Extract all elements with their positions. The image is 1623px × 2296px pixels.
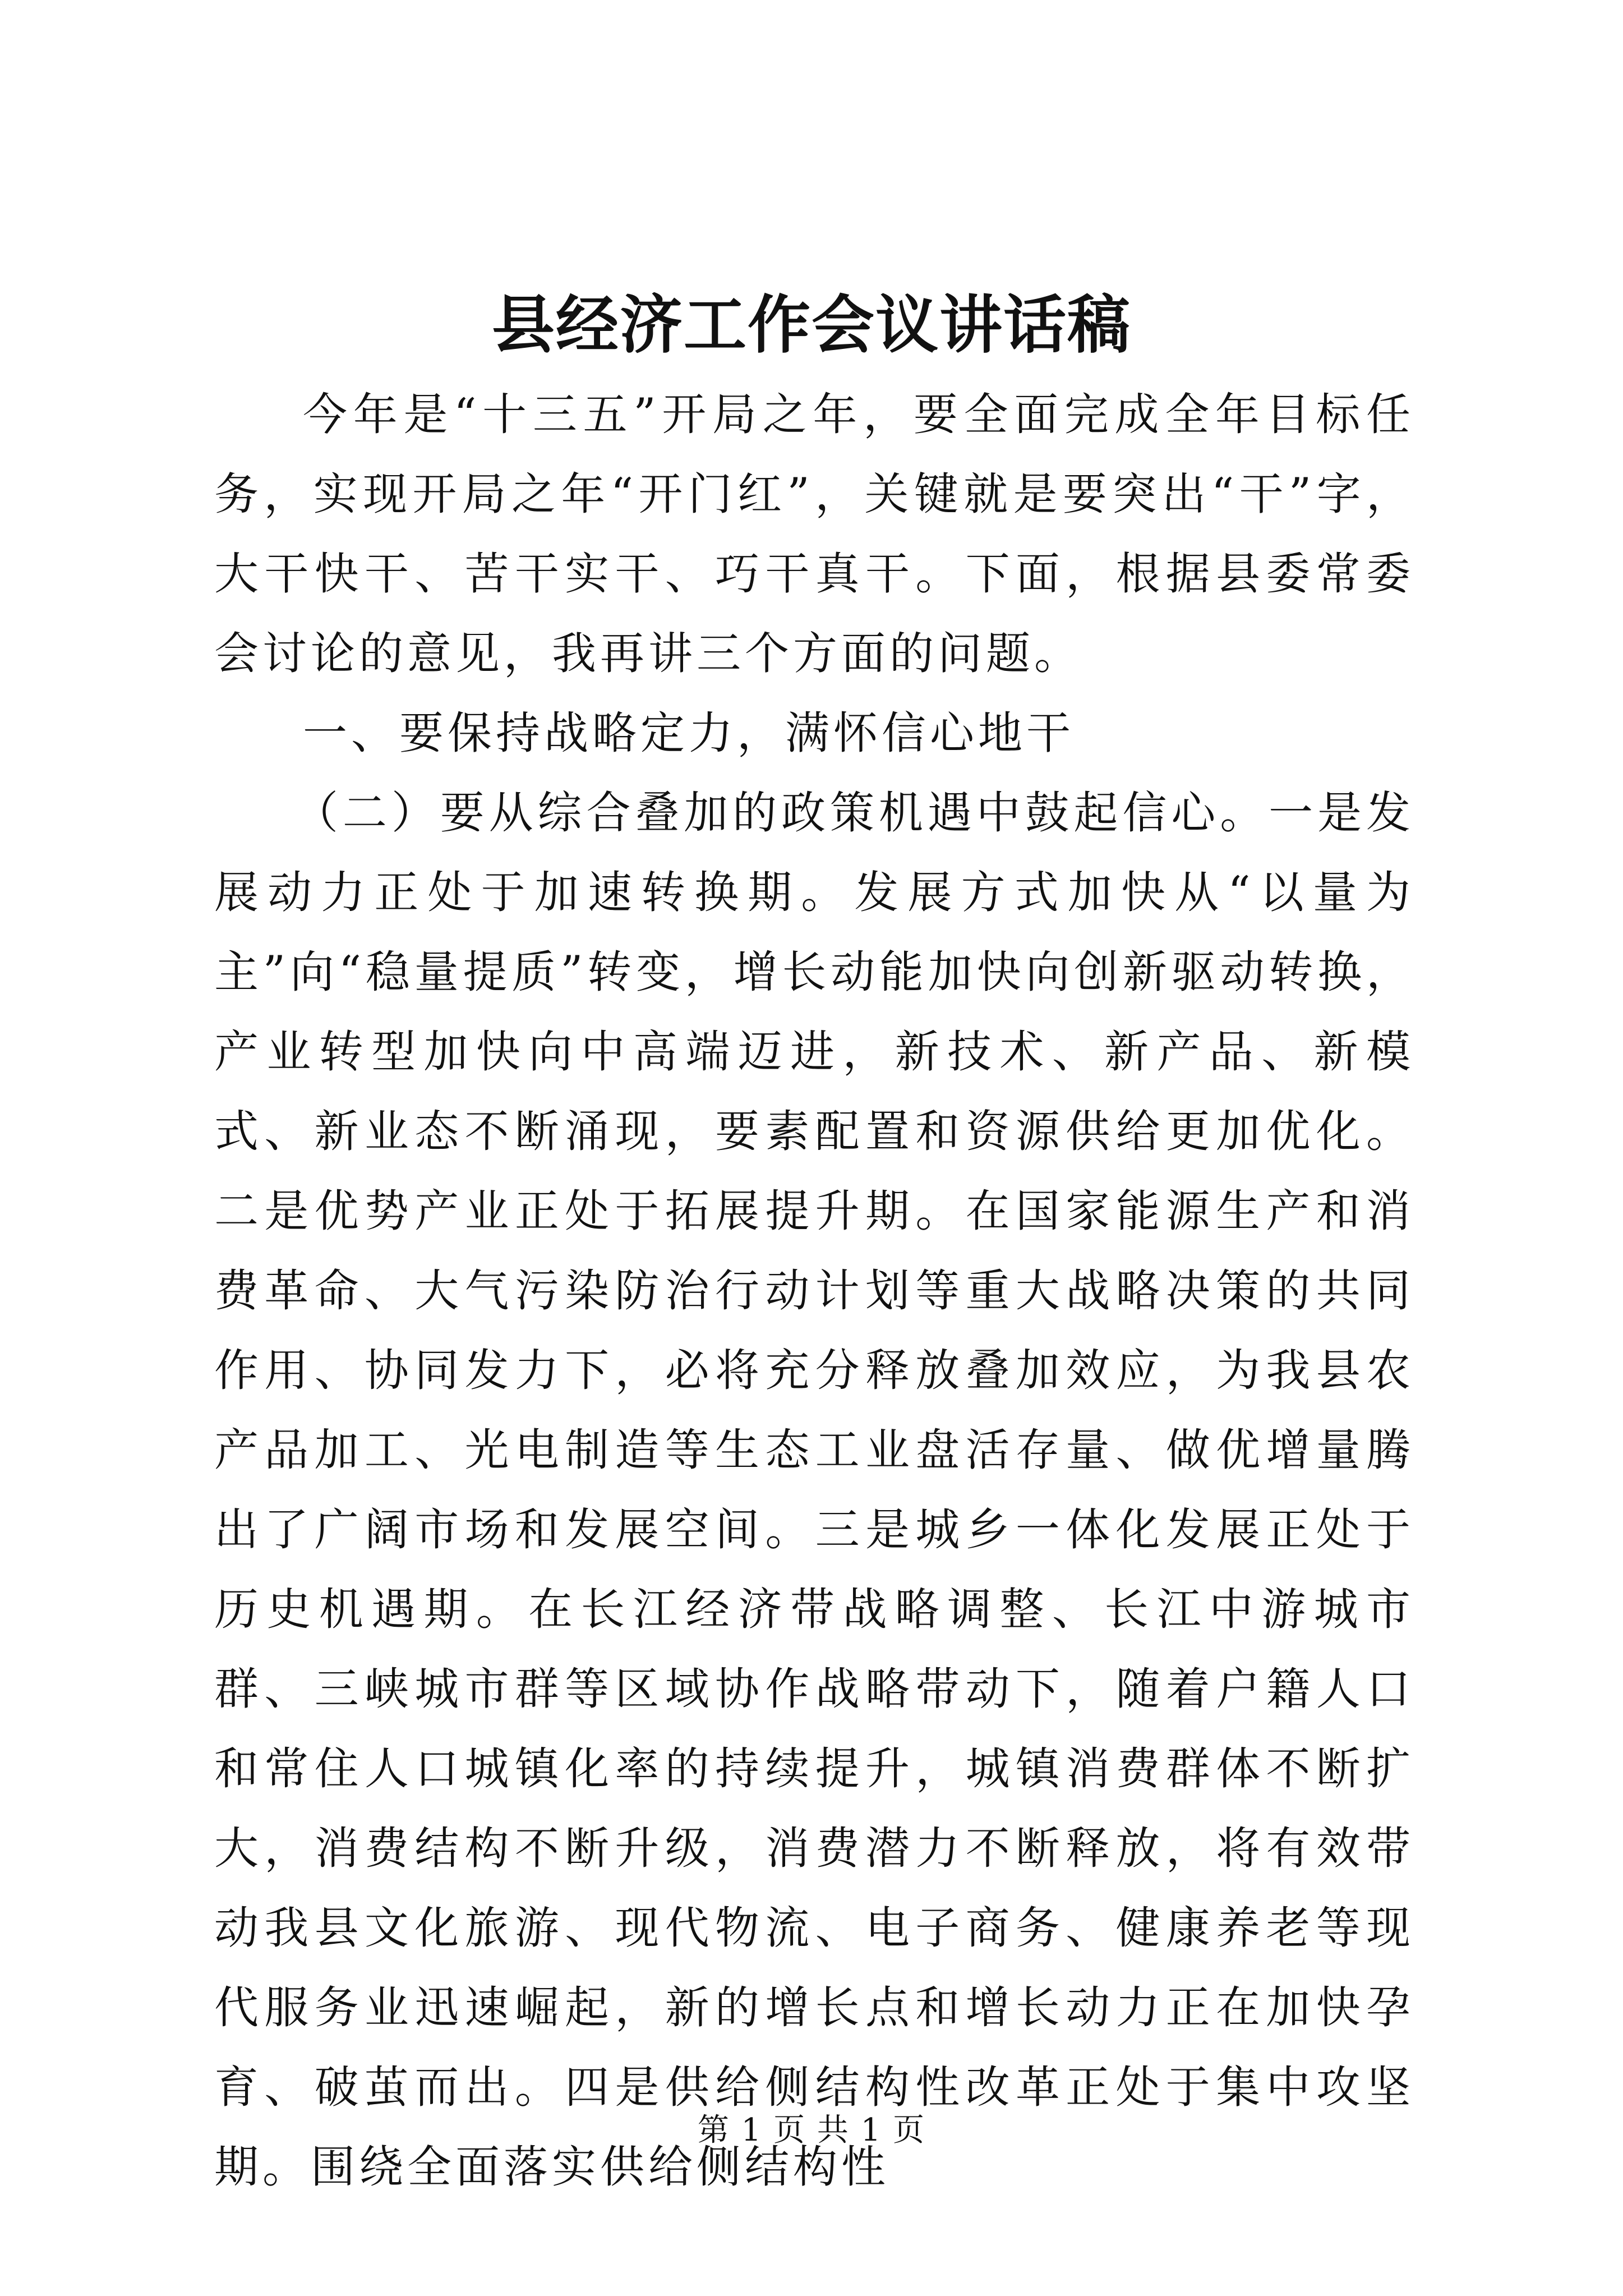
document-body	[214, 375, 1414, 2207]
document-title: 县经济工作会议讲话稿	[492, 288, 1131, 362]
paragraph-policy-opportunities: （二）要从综合叠加的政策机遇中鼓起信心。一是发展动力正处于加速转换期。发展方式加快从“以量为主”向“稳量提质”转变，增长动能加快向创新驱动转换，产业转型加快向中高端迈进，新技术、新产品、新模式、新业态不断涌现，要素配置和资源供给更加优化。二是优势产业正处于拓展提升期。在国家能源生产和消费革命、大气污染防治行动计划等重大战略决策的共同作用、协同发力下，必将充分释放叠加效应，为我县农产品加工、光电制造等生态工业盘活存量、做优增量腾出了广阔市场和发展空间。三是城乡一体化发展正处于历史机遇期。在长江经济带战略调整、长江中游城市群、三峡城市群等区域协作战略带动下，随着户籍人口和常住人口城镇化率的持续提升，城镇消费群体不断扩大，消费结构不断升级，消费潜力不断释放，将有效带动我县文化旅游、现代物流、电子商务、健康养老等现代服务业迅速崛起，新的增长点和增长动力正在加快孕育、破茧而出。四是供给侧结构性改革正处于集中攻坚期。围绕全面落实供给侧结构性	[214, 787, 1414, 2193]
section-heading: 一、要保持战略定力，满怀信心地干	[303, 707, 1075, 759]
paragraph-intro: 今年是“十三五”开局之年，要全面完成全年目标任务，实现开局之年“开门红”，关键就是要突出“干”字，大干快干、苦干实干、巧干真干。下面，根据县委常委会讨论的意见，我再讲三个方面的问题。	[214, 389, 1414, 679]
page-number-footer: 第 1 页 共 1 页	[697, 2112, 926, 2148]
